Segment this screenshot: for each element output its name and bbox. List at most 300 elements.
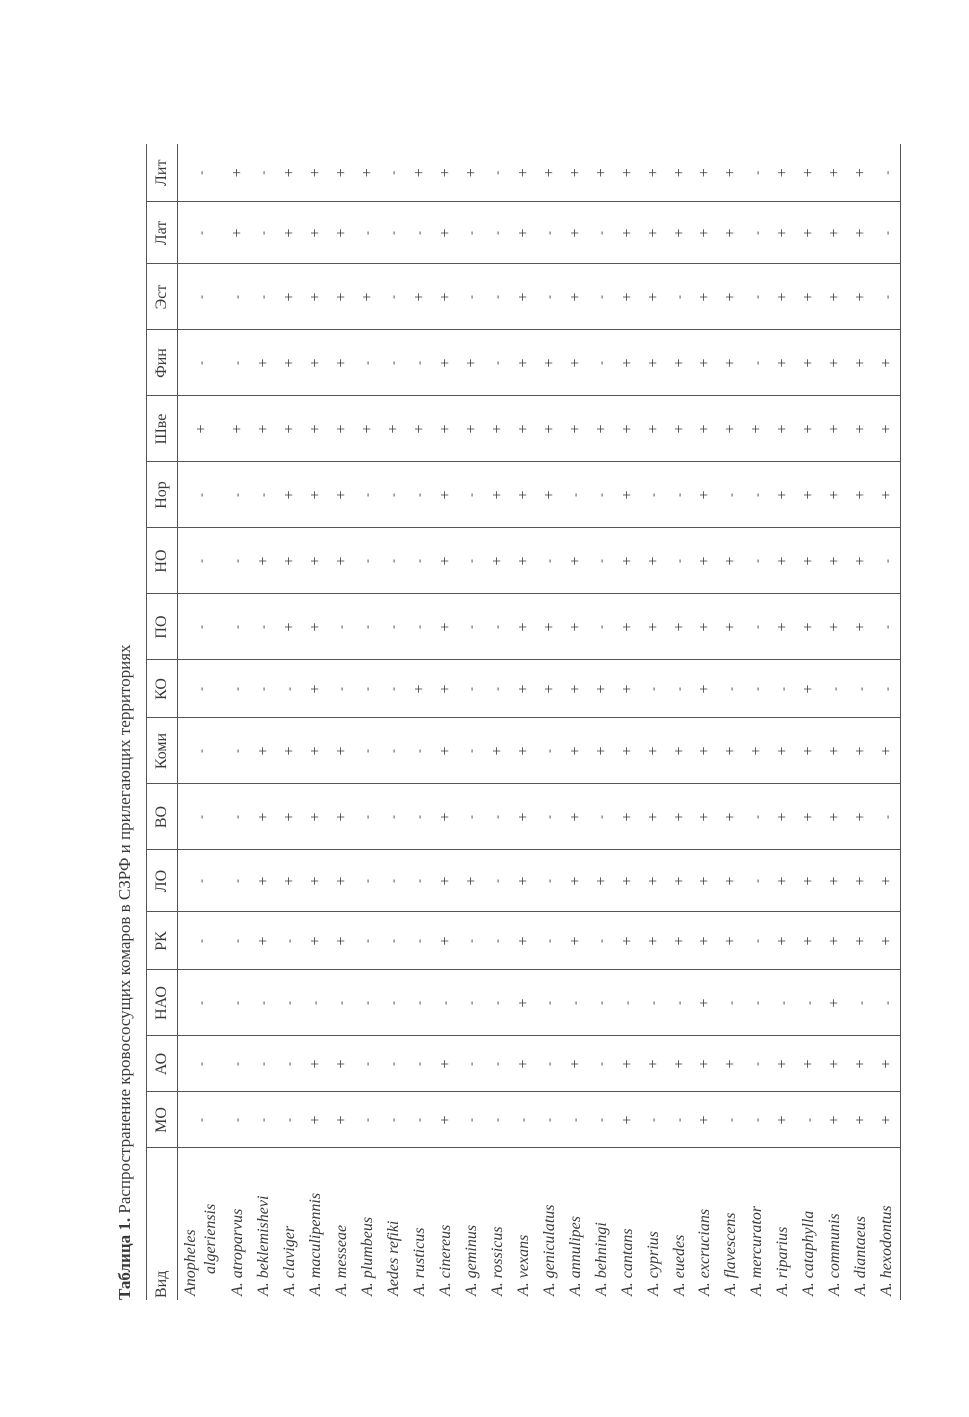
presence-cell	[458, 660, 484, 718]
presence-cell	[822, 660, 848, 718]
present-mark: +	[800, 556, 818, 566]
presence-cell	[848, 462, 874, 528]
presence-cell	[640, 396, 666, 462]
presence-cell	[302, 330, 328, 396]
presence-cell	[874, 784, 901, 850]
presence-cell	[562, 850, 588, 912]
presence-cell	[354, 718, 380, 784]
presence-cell	[536, 1036, 562, 1092]
absent-mark: -	[749, 493, 764, 497]
presence-cell	[224, 1092, 250, 1148]
present-mark: +	[332, 228, 350, 238]
presence-cell	[666, 594, 692, 660]
present-mark: +	[306, 168, 324, 178]
present-mark: +	[306, 812, 324, 822]
present-mark: +	[618, 746, 636, 756]
absent-mark: -	[230, 559, 244, 563]
present-mark: +	[566, 358, 584, 368]
presence-cell	[822, 528, 848, 594]
presence-cell	[250, 970, 276, 1036]
presence-cell	[510, 264, 536, 330]
presence-cell	[276, 1092, 302, 1148]
species-name: Aedes refiki	[384, 1220, 402, 1296]
absent-mark: -	[360, 559, 374, 563]
present-mark: +	[618, 876, 636, 886]
presence-cell	[666, 970, 692, 1036]
presence-cell	[510, 396, 536, 462]
presence-cell	[354, 970, 380, 1036]
presence-cell	[796, 912, 822, 970]
present-mark: +	[826, 358, 844, 368]
presence-cell	[692, 1092, 718, 1148]
presence-cell	[848, 1036, 874, 1092]
present-mark: +	[618, 424, 636, 434]
presence-cell	[666, 330, 692, 396]
species-name: A. communis	[826, 1213, 844, 1296]
present-mark: +	[332, 812, 350, 822]
absent-mark: -	[386, 231, 400, 235]
presence-cell	[640, 594, 666, 660]
presence-cell	[406, 330, 432, 396]
absent-mark: -	[360, 687, 374, 691]
presence-cell	[848, 528, 874, 594]
presence-cell	[588, 970, 614, 1036]
absent-mark: -	[672, 1118, 686, 1122]
column-header: Лит	[147, 144, 178, 202]
presence-cell	[588, 850, 614, 912]
presence-cell	[380, 718, 406, 784]
presence-cell	[692, 660, 718, 718]
present-mark: +	[852, 622, 870, 632]
presence-cell	[484, 718, 510, 784]
presence-cell	[770, 1036, 796, 1092]
presence-cell	[874, 594, 901, 660]
presence-cell	[224, 462, 250, 528]
present-mark: +	[592, 424, 610, 434]
present-mark: +	[306, 1115, 324, 1125]
presence-cell	[224, 202, 250, 264]
absent-mark: -	[386, 1062, 400, 1066]
presence-cell	[432, 660, 458, 718]
present-mark: +	[618, 490, 636, 500]
presence-cell	[666, 264, 692, 330]
presence-cell	[328, 594, 354, 660]
presence-cell	[640, 784, 666, 850]
table-row	[874, 144, 901, 1300]
presence-cell	[588, 202, 614, 264]
absent-mark: -	[672, 559, 686, 563]
absent-mark: -	[386, 559, 400, 563]
presence-cell	[640, 660, 666, 718]
presence-cell	[562, 528, 588, 594]
column-header: РК	[147, 912, 178, 970]
present-mark: +	[722, 1059, 740, 1069]
present-mark: +	[488, 424, 506, 434]
presence-cell	[614, 912, 640, 970]
presence-cell	[666, 660, 692, 718]
present-mark: +	[436, 292, 454, 302]
presence-cell	[302, 594, 328, 660]
presence-cell	[302, 462, 328, 528]
presence-cell	[406, 594, 432, 660]
absent-mark: -	[490, 170, 504, 175]
presence-cell	[354, 396, 380, 462]
present-mark: +	[280, 358, 298, 368]
presence-cell	[354, 1036, 380, 1092]
presence-cell	[692, 1036, 718, 1092]
presence-cell	[406, 1092, 432, 1148]
present-mark: +	[566, 876, 584, 886]
presence-cell	[354, 850, 380, 912]
presence-cell	[276, 264, 302, 330]
presence-cell	[588, 718, 614, 784]
present-mark: +	[618, 168, 636, 178]
absent-mark: -	[594, 1001, 608, 1005]
absent-mark: -	[646, 1118, 660, 1122]
absent-mark: -	[438, 1001, 452, 1005]
presence-cell	[354, 1092, 380, 1148]
presence-cell	[458, 718, 484, 784]
presence-cell	[822, 784, 848, 850]
present-mark: +	[722, 812, 740, 822]
presence-cell	[562, 912, 588, 970]
absent-mark: -	[230, 493, 244, 497]
present-mark: +	[696, 998, 714, 1008]
presence-cell	[614, 330, 640, 396]
present-mark: +	[540, 168, 558, 178]
presence-cell	[328, 264, 354, 330]
presence-cell	[354, 594, 380, 660]
presence-cell	[354, 144, 380, 202]
absent-mark: -	[360, 493, 374, 497]
presence-cell	[614, 264, 640, 330]
absent-mark: -	[594, 559, 608, 563]
absent-mark: -	[194, 361, 208, 365]
present-mark: +	[254, 936, 272, 946]
presence-cell	[770, 202, 796, 264]
absent-mark: -	[879, 559, 894, 563]
presence-cell	[666, 850, 692, 912]
presence-cell	[380, 396, 406, 462]
present-mark: +	[280, 228, 298, 238]
present-mark: +	[670, 812, 688, 822]
presence-cell	[588, 144, 614, 202]
presence-cell	[458, 264, 484, 330]
presence-cell	[822, 1036, 848, 1092]
present-mark: +	[254, 424, 272, 434]
presence-cell	[718, 970, 744, 1036]
presence-cell	[770, 850, 796, 912]
present-mark: +	[826, 424, 844, 434]
presence-cell	[354, 528, 380, 594]
presence-cell	[874, 660, 901, 718]
absent-mark: -	[801, 1118, 816, 1122]
absent-mark: -	[542, 559, 556, 563]
absent-mark: -	[412, 749, 426, 753]
present-mark: +	[618, 684, 636, 694]
presence-cell	[822, 462, 848, 528]
presence-cell	[458, 1036, 484, 1092]
present-mark: +	[280, 746, 298, 756]
presence-cell	[328, 330, 354, 396]
present-mark: +	[852, 812, 870, 822]
presence-cell	[380, 660, 406, 718]
presence-cell	[380, 330, 406, 396]
absent-mark: -	[464, 1062, 478, 1066]
species-name: A. claviger	[280, 1225, 298, 1296]
presence-cell	[250, 330, 276, 396]
present-mark: +	[852, 556, 870, 566]
present-mark: +	[436, 1115, 454, 1125]
present-mark: +	[644, 168, 662, 178]
absent-mark: -	[230, 295, 244, 299]
presence-cell	[692, 594, 718, 660]
species-name: A. beklemishevi	[254, 1195, 272, 1296]
presence-cell	[874, 912, 901, 970]
absent-mark: -	[749, 559, 764, 563]
presence-cell	[510, 594, 536, 660]
presence-cell	[302, 528, 328, 594]
present-mark: +	[436, 490, 454, 500]
presence-cell	[744, 462, 770, 528]
absent-mark: -	[386, 1001, 400, 1005]
absent-mark: -	[194, 1062, 208, 1066]
absent-mark: -	[194, 231, 208, 235]
presence-cell	[276, 970, 302, 1036]
present-mark: +	[280, 424, 298, 434]
presence-cell	[822, 1092, 848, 1148]
present-mark: +	[722, 292, 740, 302]
present-mark: +	[878, 936, 896, 946]
present-mark: +	[280, 876, 298, 886]
presence-cell	[822, 202, 848, 264]
species-name: A. plumbeus	[358, 1216, 376, 1296]
present-mark: +	[306, 622, 324, 632]
column-header: Нор	[147, 462, 178, 528]
table-row	[458, 144, 484, 1300]
presence-cell	[640, 202, 666, 264]
present-mark: +	[358, 424, 376, 434]
table-row	[510, 144, 536, 1300]
present-mark: +	[644, 622, 662, 632]
absent-mark: -	[464, 493, 478, 497]
absent-mark: -	[360, 231, 374, 235]
presence-cell	[640, 528, 666, 594]
presence-cell	[614, 1092, 640, 1148]
present-mark: +	[436, 936, 454, 946]
rotated-page	[112, 100, 896, 1300]
presence-cell	[718, 1092, 744, 1148]
present-mark: +	[644, 936, 662, 946]
presence-cell	[354, 202, 380, 264]
absent-mark: -	[723, 493, 738, 497]
present-mark: +	[722, 228, 740, 238]
absent-mark: -	[386, 1118, 400, 1122]
presence-cell	[718, 202, 744, 264]
presence-cell	[796, 528, 822, 594]
presence-cell	[276, 1036, 302, 1092]
present-mark: +	[852, 424, 870, 434]
present-mark: +	[618, 292, 636, 302]
presence-cell	[692, 784, 718, 850]
present-mark: +	[800, 936, 818, 946]
present-mark: +	[670, 168, 688, 178]
presence-cell	[178, 912, 225, 970]
presence-cell	[458, 144, 484, 202]
presence-cell	[510, 1036, 536, 1092]
presence-cell	[432, 784, 458, 850]
absent-mark: -	[412, 939, 426, 943]
presence-cell	[848, 850, 874, 912]
absent-mark: -	[464, 295, 478, 299]
absent-mark: -	[827, 687, 842, 691]
absent-mark: -	[620, 1001, 634, 1005]
absent-mark: -	[672, 1001, 686, 1005]
presence-cell	[588, 784, 614, 850]
present-mark: +	[514, 168, 532, 178]
absent-mark: -	[386, 295, 400, 299]
species-name: A. euedes	[670, 1234, 688, 1296]
presence-cell	[744, 330, 770, 396]
present-mark: +	[696, 1115, 714, 1125]
present-mark: +	[514, 424, 532, 434]
presence-cell	[614, 528, 640, 594]
absent-mark: -	[594, 625, 608, 629]
presence-cell	[432, 264, 458, 330]
absent-mark: -	[194, 939, 208, 943]
absent-mark: -	[490, 879, 504, 883]
present-mark: +	[514, 556, 532, 566]
presence-cell	[224, 970, 250, 1036]
presence-cell	[562, 718, 588, 784]
presence-cell	[484, 528, 510, 594]
absent-mark: -	[594, 493, 608, 497]
presence-cell	[250, 462, 276, 528]
present-mark: +	[540, 490, 558, 500]
present-mark: +	[514, 490, 532, 500]
present-mark: +	[436, 556, 454, 566]
presence-cell	[178, 396, 225, 462]
absent-mark: -	[386, 879, 400, 883]
species-name: A. geniculatus	[540, 1204, 558, 1296]
presence-cell	[692, 850, 718, 912]
absent-mark: -	[334, 1001, 348, 1005]
presence-cell	[250, 850, 276, 912]
present-mark: +	[514, 876, 532, 886]
present-mark: +	[332, 358, 350, 368]
presence-cell	[510, 660, 536, 718]
distribution-table	[146, 144, 901, 1300]
presence-cell	[458, 396, 484, 462]
presence-cell	[796, 144, 822, 202]
present-mark: +	[696, 684, 714, 694]
species-name: A. maculipennis	[306, 1192, 324, 1296]
present-mark: +	[462, 876, 480, 886]
species-name: A. diantaeus	[852, 1216, 870, 1296]
present-mark: +	[332, 1115, 350, 1125]
present-mark: +	[228, 228, 246, 238]
present-mark: +	[306, 746, 324, 756]
present-mark: +	[878, 746, 896, 756]
absent-mark: -	[334, 625, 348, 629]
presence-cell	[224, 850, 250, 912]
present-mark: +	[618, 358, 636, 368]
absent-mark: -	[464, 749, 478, 753]
presence-cell	[770, 784, 796, 850]
table-row	[276, 144, 302, 1300]
absent-mark: -	[801, 1001, 816, 1005]
presence-cell	[588, 660, 614, 718]
present-mark: +	[358, 292, 376, 302]
absent-mark: -	[230, 1001, 244, 1005]
absent-mark: -	[490, 231, 504, 235]
absent-mark: -	[386, 749, 400, 753]
presence-cell	[276, 202, 302, 264]
absent-mark: -	[879, 170, 894, 175]
presence-cell	[250, 660, 276, 718]
column-header: Коми	[147, 718, 178, 784]
presence-cell	[744, 396, 770, 462]
absent-mark: -	[360, 815, 374, 819]
presence-cell	[562, 144, 588, 202]
present-mark: +	[566, 424, 584, 434]
presence-cell	[562, 264, 588, 330]
species-name: A. rossicus	[488, 1226, 506, 1296]
absent-mark: -	[723, 687, 738, 691]
present-mark: +	[436, 622, 454, 632]
table-row	[666, 144, 692, 1300]
presence-cell	[614, 396, 640, 462]
presence-cell	[510, 912, 536, 970]
absent-mark: -	[594, 1062, 608, 1066]
presence-cell	[718, 330, 744, 396]
presence-cell	[744, 202, 770, 264]
presence-cell	[224, 330, 250, 396]
column-header: ПО	[147, 594, 178, 660]
present-mark: +	[774, 1115, 792, 1125]
presence-cell	[432, 970, 458, 1036]
presence-cell	[380, 784, 406, 850]
present-mark: +	[670, 746, 688, 756]
present-mark: +	[436, 424, 454, 434]
absent-mark: -	[194, 170, 208, 175]
presence-cell	[302, 1092, 328, 1148]
presence-cell	[770, 264, 796, 330]
absent-mark: -	[308, 1001, 322, 1005]
absent-mark: -	[360, 879, 374, 883]
present-mark: +	[670, 622, 688, 632]
presence-cell	[406, 970, 432, 1036]
presence-cell	[354, 462, 380, 528]
presence-cell	[224, 594, 250, 660]
absent-mark: -	[542, 939, 556, 943]
presence-cell	[718, 594, 744, 660]
presence-cell	[744, 1092, 770, 1148]
presence-cell	[328, 462, 354, 528]
presence-cell	[380, 202, 406, 264]
presence-cell	[380, 1092, 406, 1148]
presence-cell	[484, 144, 510, 202]
absent-mark: -	[256, 1062, 270, 1066]
absent-mark: -	[194, 295, 208, 299]
present-mark: +	[618, 228, 636, 238]
presence-cell	[484, 1092, 510, 1148]
presence-cell	[614, 970, 640, 1036]
present-mark: +	[800, 812, 818, 822]
presence-cell	[848, 718, 874, 784]
present-mark: +	[852, 490, 870, 500]
absent-mark: -	[594, 295, 608, 299]
